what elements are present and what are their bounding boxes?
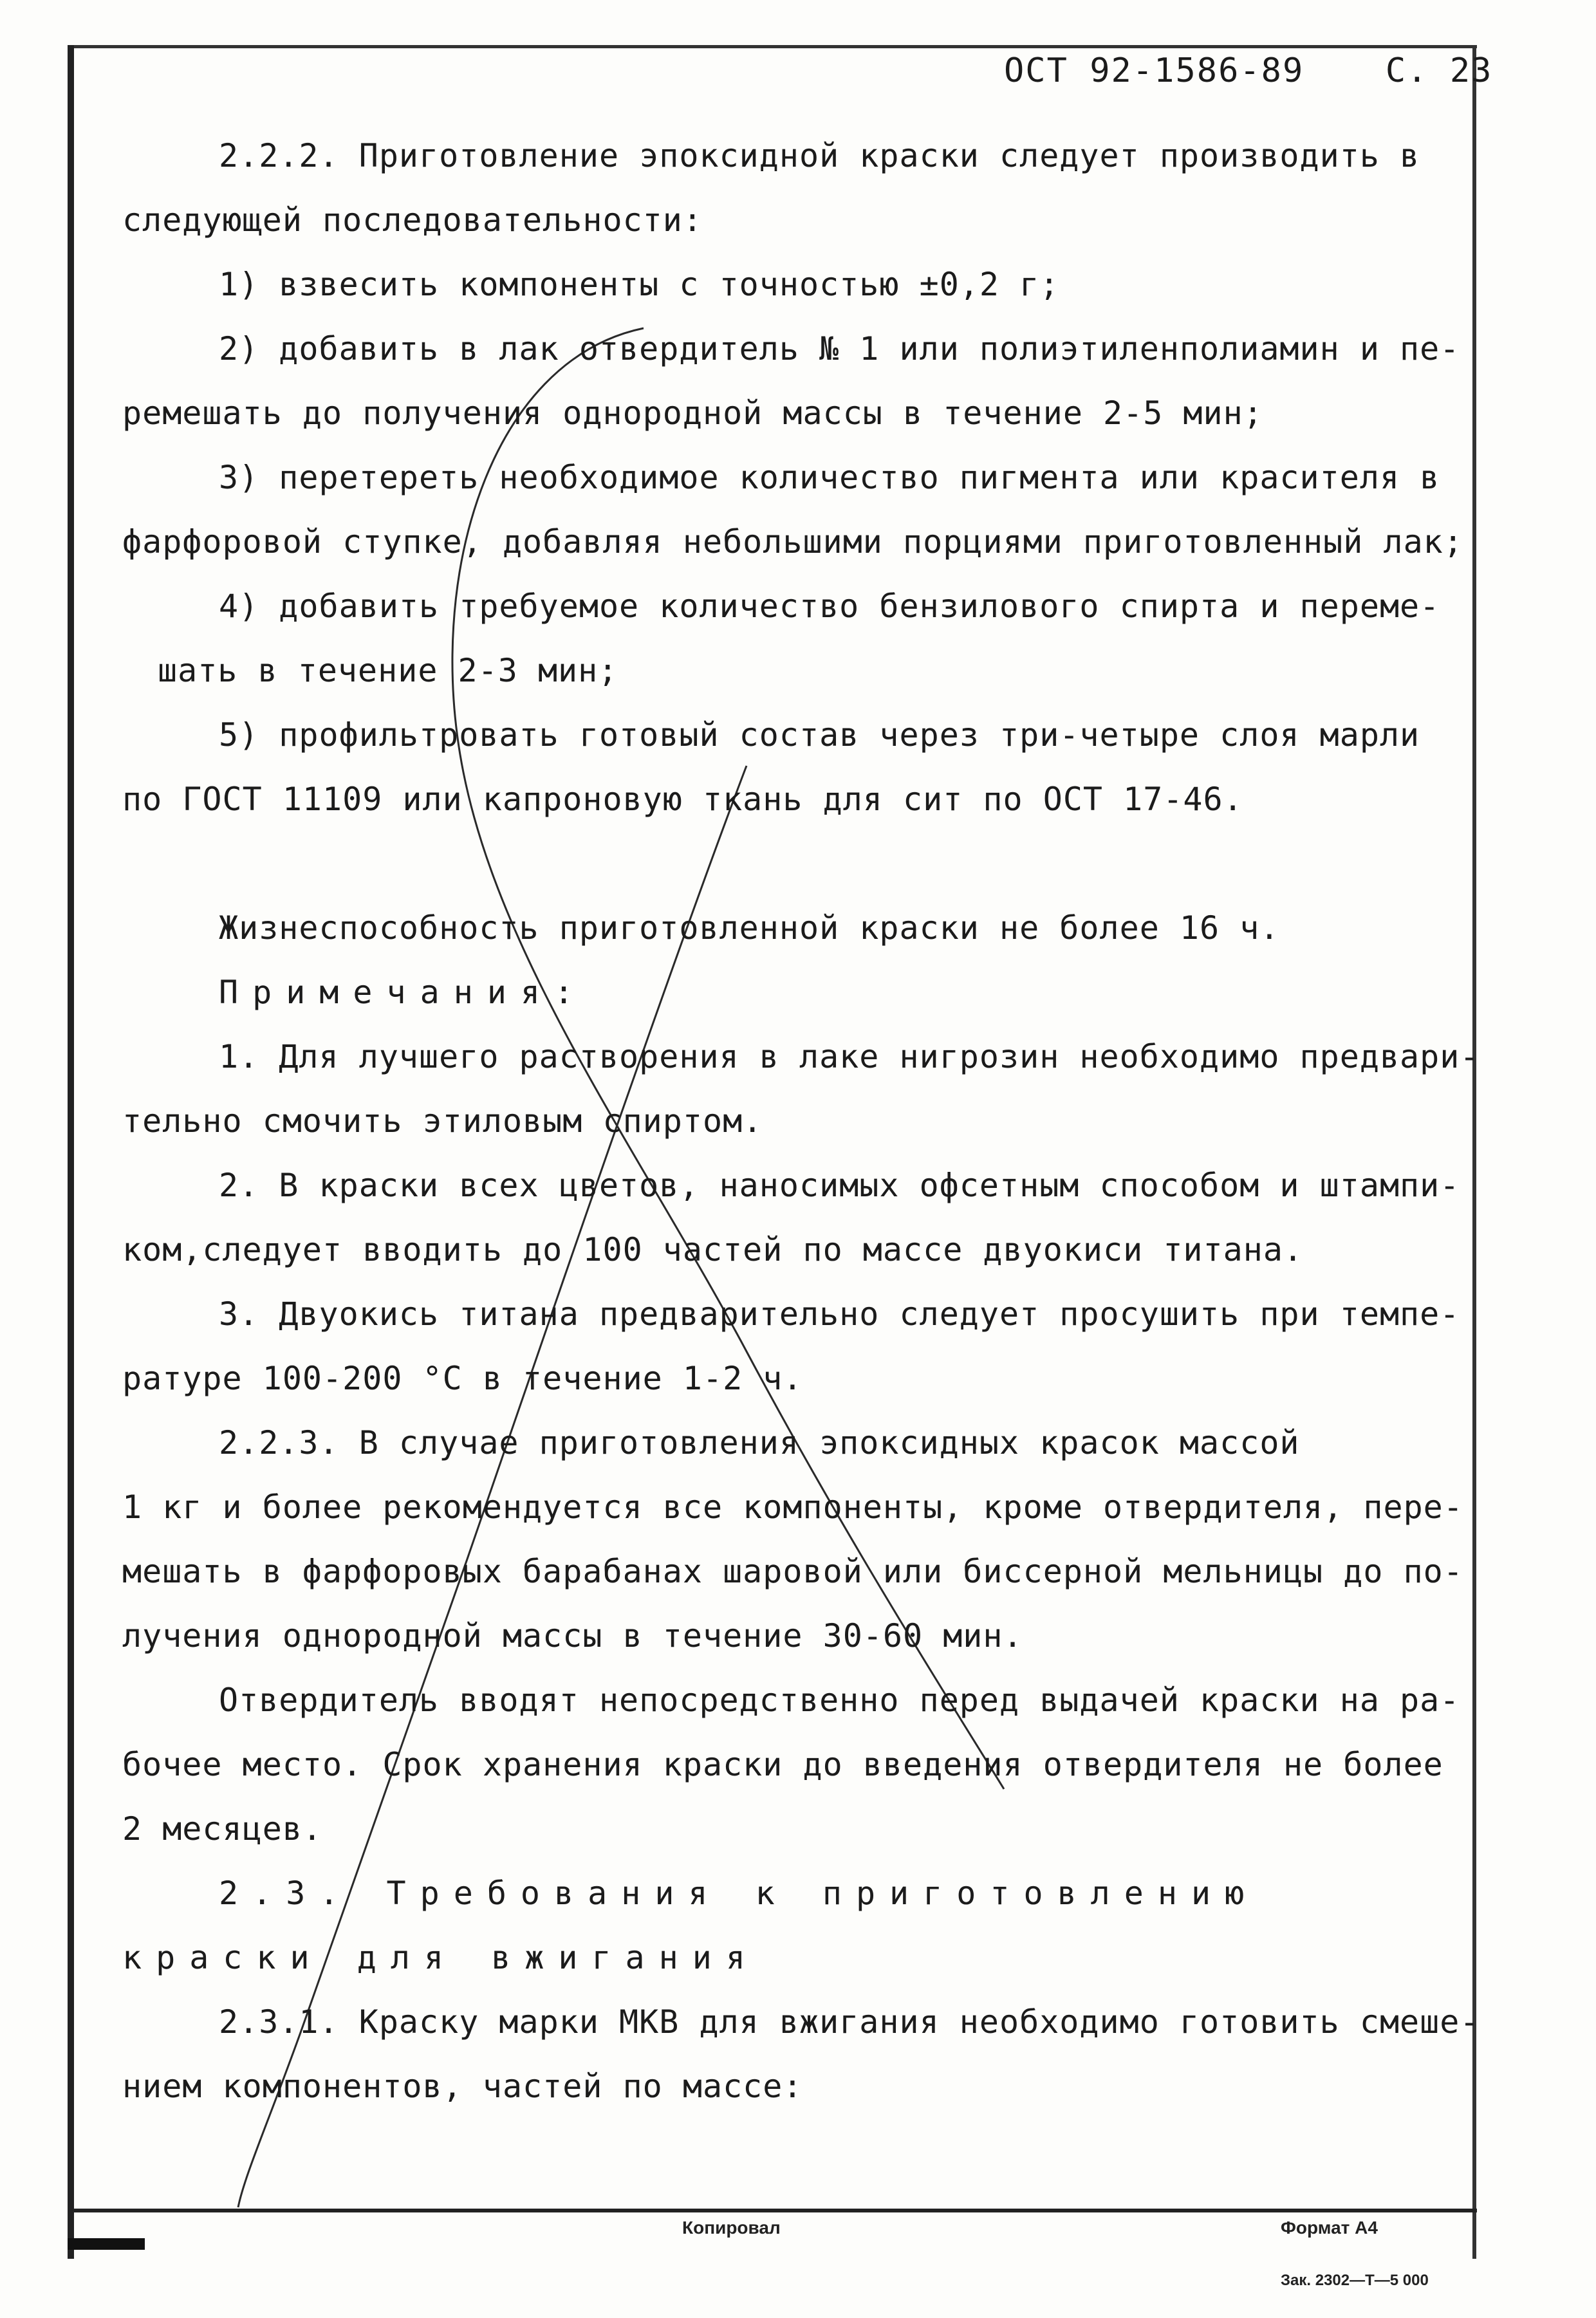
text-line: Жизнеспособность приготовленной краски не более 16 ч.	[219, 909, 1280, 947]
document-header	[1004, 51, 1492, 90]
text-line: следующей последовательности:	[122, 201, 703, 239]
text-line: Отвердитель вводят непосредственно перед выдачей краски на ра-	[219, 1682, 1460, 1719]
section-heading: 2.3. Требования к приготовлению	[219, 1875, 1259, 1912]
text-line: ком,следует вводить до 100 частей по массе двуокиси титана.	[122, 1231, 1304, 1268]
text-line: нием компонентов, частей по массе:	[122, 2068, 803, 2105]
text-line: 2) добавить в лак отвердитель № 1 или полиэтиленполиамин и пе-	[219, 330, 1460, 367]
text-line: по ГОСТ 11109 или капроновую ткань для сит по ОСТ 17-46.	[122, 781, 1243, 818]
document-number: ОСТ 92-1586-89	[1004, 51, 1304, 90]
format-label: Формат А4	[1281, 2218, 1378, 2238]
text-line: 1. Для лучшего растворения в лаке нигрозин необходимо предвари-	[219, 1038, 1480, 1075]
order-code: Зак. 2302—Т—5 000	[1281, 2272, 1429, 2289]
text-line: 2.2.3. В случае приготовления эпоксидных красок массой	[219, 1424, 1300, 1461]
section-heading-continued: краски для вжигания	[122, 1939, 759, 1976]
notes-heading: Примечания:	[219, 974, 588, 1011]
text-line: 1) взвесить компоненты с точностью ±0,2 г;	[219, 266, 1060, 303]
page-number: С. 23	[1385, 51, 1493, 90]
text-line: ратуре 100-200 °С в течение 1-2 ч.	[122, 1360, 803, 1397]
text-line: 3) перетереть необходимое количество пигмента или красителя в	[219, 459, 1440, 496]
text-line: лучения однородной массы в течение 30-60 мин.	[122, 1617, 1023, 1655]
text-line: 3. Двуокись титана предварительно следует просушить при темпе-	[219, 1295, 1460, 1333]
text-line: тельно смочить этиловым спиртом.	[122, 1102, 763, 1140]
text-line: 1 кг и более рекомендуется все компоненты, кроме отвердителя, пере-	[122, 1488, 1463, 1526]
text-line: бочее место. Срок хранения краски до введения отвердителя не более	[122, 1746, 1443, 1783]
text-line: 2.3.1. Краску марки МКВ для вжигания необходимо готовить смеше-	[219, 2003, 1480, 2041]
text-line: ремешать до получения однородной массы в течение 2-5 мин;	[122, 394, 1263, 432]
copied-by-label: Копировал	[682, 2218, 781, 2238]
text-line: 4) добавить требуемое количество бензилового спирта и переме-	[219, 588, 1440, 625]
text-line: фарфоровой ступке, добавляя небольшими порциями приготовленный лак;	[122, 523, 1463, 561]
text-line: мешать в фарфоровых барабанах шаровой или биссерной мельницы до по-	[122, 1553, 1463, 1590]
text-line: 2 месяцев.	[122, 1810, 323, 1848]
text-line: 5) профильтровать готовый состав через три-четыре слоя марли	[219, 716, 1420, 754]
text-line: шать в течение 2-3 мин;	[158, 652, 618, 689]
text-line: 2. В краски всех цветов, наносимых офсетным способом и штампи-	[219, 1167, 1460, 1204]
text-line: 2.2.2. Приготовление эпоксидной краски следует производить в	[219, 137, 1420, 174]
